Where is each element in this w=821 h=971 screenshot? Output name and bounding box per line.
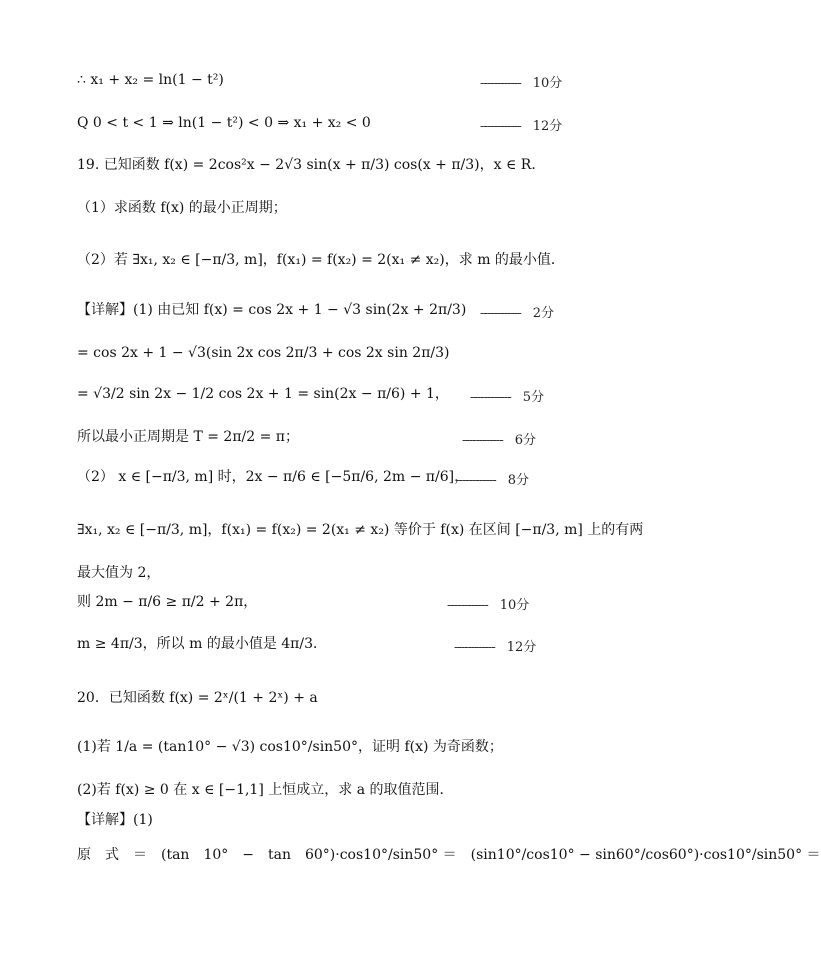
solution-19-line-7	[77, 563, 160, 583]
score-dash: ------------	[454, 640, 495, 655]
solution-19-line-2	[77, 343, 449, 363]
question-20-text: 20．已知函数 f(x) = 2ˣ/(1 + 2ˣ) + a	[77, 690, 318, 706]
solution-19-line-6	[77, 520, 643, 540]
question-19-part-1-text: （1）求函数 f(x) 的最小正周期；	[77, 200, 287, 216]
question-19-part-2-text: （2）若 ∃x₁, x₂ ∈ [−π/3, m]，f(x₁) = f(x₂) = 2(x₁ ≠ x₂)，求 m 的最小值．	[77, 252, 565, 268]
solution-19-line-5-text: （2） x ∈ [−π/3, m] 时，2x − π/6 ∈ [−5π/6, 2m − π/6]，	[77, 469, 469, 485]
question-19-text: 19. 已知函数 f(x) = 2cos²x − 2√3 sin(x + π/3) cos(x + π/3)，x ∈ R．	[77, 157, 546, 173]
score-4-label: 5分	[522, 390, 544, 405]
solution-19-line-1	[77, 300, 466, 320]
solution-19-line-6-text: ∃x₁, x₂ ∈ [−π/3, m]，f(x₁) = f(x₂) = 2(x₁ ≠ x₂) 等价于 f(x) 在区间 [−π/3, m] 上的有两	[77, 522, 644, 538]
question-19	[77, 155, 545, 175]
score-dash: ------------	[462, 433, 503, 448]
score-dash: ------------	[447, 598, 488, 613]
solution-19-line-9	[77, 634, 327, 654]
solution-19-line-9-text: m ≥ 4π/3，所以 m 的最小值是 4π/3．	[77, 636, 327, 652]
line-1	[77, 70, 224, 90]
score-3	[480, 302, 554, 321]
score-dash: ------------	[470, 390, 511, 405]
score-4	[470, 386, 544, 405]
question-20-part-1	[77, 737, 503, 757]
score-7-label: 10分	[499, 598, 530, 613]
line-2	[77, 113, 371, 133]
question-20-part-2-text: (2)若 f(x) ≥ 0 在 x ∈ [−1,1] 上恒成立，求 a 的取值范围．	[77, 782, 454, 798]
solution-19-line-7-text: 最大值为 2，	[77, 565, 161, 581]
score-6-label: 8分	[507, 473, 529, 488]
solution-20-line-1-text: 原 式 ＝ (tan 10° − tan 60°)·cos10°/sin50° ＝ (sin10°/cos10° − sin60°/cos60°)·cos10°/sin50° ＝	[77, 847, 821, 863]
solution-20-heading-text: 【详解】(1)	[77, 812, 153, 828]
score-8-label: 12分	[506, 640, 537, 655]
solution-19-line-4-text: 所以最小正周期是 T = 2π/2 = π；	[77, 429, 299, 445]
score-2	[480, 115, 562, 134]
score-8	[454, 636, 536, 655]
solution-19-line-3	[77, 384, 449, 404]
solution-19-line-5	[77, 467, 468, 487]
score-2-label: 12分	[532, 119, 563, 134]
solution-19-line-1-text: 【详解】(1) 由已知 f(x) = cos 2x + 1 − √3 sin(2x + 2π/3)	[77, 302, 467, 318]
solution-19-line-3-text: = √3/2 sin 2x − 1/2 cos 2x + 1 = sin(2x − π/6) + 1，	[77, 386, 449, 402]
score-1	[480, 72, 562, 91]
question-20-part-1-text: (1)若 1/a = (tan10° − √3) cos10°/sin50°，证明 f(x) 为奇函数；	[77, 739, 503, 755]
score-dash: ------------	[480, 306, 521, 321]
solution-20-heading	[77, 810, 153, 830]
score-1-label: 10分	[532, 76, 563, 91]
question-20-part-2	[77, 780, 454, 800]
line-2-text: Q 0 < t < 1 ⇒ ln(1 − t²) < 0 ⇒ x₁ + x₂ < 0	[77, 115, 371, 131]
question-19-part-2	[77, 250, 565, 270]
score-dash: ------------	[455, 473, 496, 488]
score-5	[462, 429, 536, 448]
solution-19-line-8	[77, 592, 257, 612]
score-6	[455, 469, 529, 488]
score-dash: ------------	[480, 76, 521, 91]
solution-19-line-4	[77, 427, 299, 447]
score-dash: ------------	[480, 119, 521, 134]
score-7	[447, 594, 529, 613]
solution-20-line-1	[77, 845, 821, 865]
question-20	[77, 688, 318, 708]
score-3-label: 2分	[532, 306, 554, 321]
solution-19-line-8-text: 则 2m − π/6 ≥ π/2 + 2π，	[77, 594, 258, 610]
solution-19-line-2-text: = cos 2x + 1 − √3(sin 2x cos 2π/3 + cos 2x sin 2π/3)	[77, 345, 450, 361]
score-5-label: 6分	[514, 433, 536, 448]
question-19-part-1	[77, 198, 287, 218]
line-1-text: ∴ x₁ + x₂ = ln(1 − t²)	[77, 72, 224, 88]
